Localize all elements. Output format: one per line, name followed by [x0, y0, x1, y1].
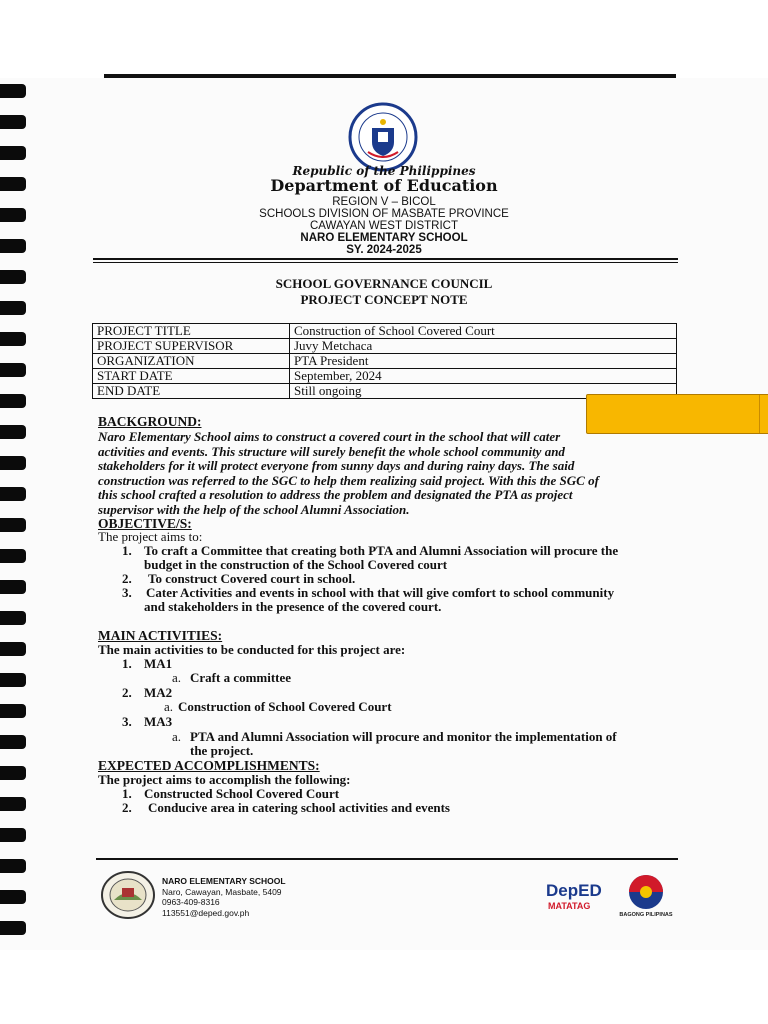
spiral-ring [0, 580, 26, 594]
spiral-ring [0, 673, 26, 687]
table-row [93, 324, 677, 339]
spiral-ring [0, 704, 26, 718]
row-key: PROJECT TITLE [93, 324, 290, 339]
activity-sub: PTA and Alumni Association will procure and monitor the implementation of [190, 729, 617, 744]
spiral-ring [0, 518, 26, 532]
spiral-ring [0, 890, 26, 904]
activity-sub-letter: a. [164, 699, 174, 714]
objective-number: 2. [122, 571, 132, 586]
background-line: supervisor with the help of the school Alumni Association. [98, 501, 410, 517]
activity-label: MA2 [144, 685, 173, 700]
council-title: SCHOOL GOVERNANCE COUNCIL [275, 276, 493, 291]
spiral-ring [0, 921, 26, 935]
background-paragraph [98, 430, 676, 518]
activity-label: MA1 [144, 656, 173, 671]
activity-sub: the project. [190, 743, 254, 758]
spiral-ring [0, 642, 26, 656]
district-line: CAWAYAN WEST DISTRICT [309, 220, 458, 232]
spiral-ring [0, 363, 26, 377]
accomplishments-intro: The project aims to accomplish the following: [98, 772, 351, 787]
row-key: PROJECT SUPERVISOR [93, 339, 290, 354]
background-line: stakeholders for it will protect everyone from sunny days and during rainy days. The said [98, 458, 575, 474]
row-value: PTA President [290, 354, 677, 369]
deped-wordmark: DepED [546, 881, 602, 900]
activities-heading: MAIN ACTIVITIES: [98, 628, 223, 643]
school-seal-logo [100, 870, 156, 920]
region-line: REGION V – BICOL [332, 196, 436, 208]
footer-address: Naro, Cawayan, Masbate, 5409 [162, 886, 282, 897]
spiral-ring [0, 456, 26, 470]
row-value: Still ongoing [290, 384, 677, 399]
objective-text: budget in the construction of the School Covered court [144, 557, 448, 572]
objective-text: Cater Activities and events in school with that will give comfort to school community [146, 585, 615, 600]
spiral-ring [0, 735, 26, 749]
page-top-edge [104, 74, 676, 78]
spiral-ring [0, 611, 26, 625]
footer-divider [96, 858, 678, 860]
footer-contact [162, 876, 286, 918]
spiral-ring [0, 797, 26, 811]
accomplishment-text: Conducive area in catering school activities and events [148, 800, 450, 815]
spiral-ring [0, 84, 26, 98]
activity-number: 1. [122, 656, 132, 671]
objective-text: and stakeholders in the presence of the covered court. [144, 599, 442, 614]
deped-matatag-logo [544, 876, 610, 914]
bagong-wordmark: BAGONG PILIPINAS [619, 912, 673, 918]
objective-number: 1. [122, 543, 132, 558]
table-row [93, 354, 677, 369]
footer-school-name: NARO ELEMENTARY SCHOOL [162, 876, 286, 886]
table-row [93, 369, 677, 384]
spiral-ring [0, 425, 26, 439]
accomplishment-number: 2. [122, 800, 132, 815]
activity-number: 3. [122, 714, 132, 729]
row-value: Juvy Metchaca [290, 339, 677, 354]
objectives-intro: The project aims to: [98, 529, 203, 544]
activities-intro: The main activities to be conducted for this project are: [98, 642, 406, 657]
republic-line: Republic of the Philippines [292, 164, 476, 178]
spiral-ring [0, 146, 26, 160]
spiral-ring [0, 766, 26, 780]
project-info-table [92, 323, 677, 399]
concept-title: PROJECT CONCEPT NOTE [300, 292, 468, 307]
spiral-ring [0, 115, 26, 129]
spiral-ring [0, 487, 26, 501]
spiral-ring [0, 394, 26, 408]
background-line: Naro Elementary School aims to construct a covered court in the school that will cater [98, 429, 561, 444]
activity-number: 2. [122, 685, 132, 700]
spiral-ring [0, 828, 26, 842]
spiral-ring [0, 549, 26, 563]
row-value: Construction of School Covered Court [290, 324, 677, 339]
background-line: construction was referred to the SGC to help them realizing said project. With this the SGC of [98, 472, 599, 488]
row-value: September, 2024 [290, 369, 677, 384]
matatag-wordmark: MATATAG [548, 901, 591, 911]
activity-label: MA3 [144, 714, 173, 729]
activity-sub: Construction of School Covered Court [178, 699, 392, 714]
school-line: NARO ELEMENTARY SCHOOL [300, 232, 468, 244]
background-line: this school crafted a resolution to address the problem and designated the PTA as project [98, 487, 573, 503]
activity-sub-letter: a. [172, 670, 182, 685]
header-divider-thin [93, 262, 678, 263]
department-line: Department of Education [270, 176, 498, 195]
row-key: START DATE [93, 369, 290, 384]
activity-sub-letter: a. [172, 729, 182, 744]
division-line: SCHOOLS DIVISION OF MASBATE PROVINCE [259, 208, 509, 220]
spiral-ring [0, 859, 26, 873]
school-year-line: SY. 2024-2025 [346, 244, 422, 256]
objective-text: To craft a Committee that creating both PTA and Alumni Association will procure the [144, 543, 619, 558]
background-line: activities and events. This structure will surely benefit the whole school community and [98, 443, 565, 459]
footer-email: 113551@deped.gov.ph [162, 907, 250, 918]
activity-sub: Craft a committee [190, 670, 292, 685]
row-key: END DATE [93, 384, 290, 399]
objectives-heading: OBJECTIVE/S: [98, 516, 192, 531]
bagong-pilipinas-logo [616, 872, 676, 918]
accomplishment-number: 1. [122, 786, 132, 801]
deped-seal-logo [348, 102, 418, 172]
accomplishments-heading: EXPECTED ACCOMPLISHMENTS: [98, 758, 320, 773]
objective-number: 3. [122, 585, 132, 600]
spiral-ring [0, 332, 26, 346]
header-divider [93, 258, 678, 260]
accomplishment-text: Constructed School Covered Court [144, 786, 340, 801]
objective-text: To construct Covered court in school. [148, 571, 356, 586]
row-key: ORGANIZATION [93, 354, 290, 369]
footer-phone: 0963-409-8316 [162, 897, 220, 907]
background-heading: BACKGROUND: [98, 414, 202, 429]
sticky-note [586, 394, 768, 434]
table-row [93, 339, 677, 354]
